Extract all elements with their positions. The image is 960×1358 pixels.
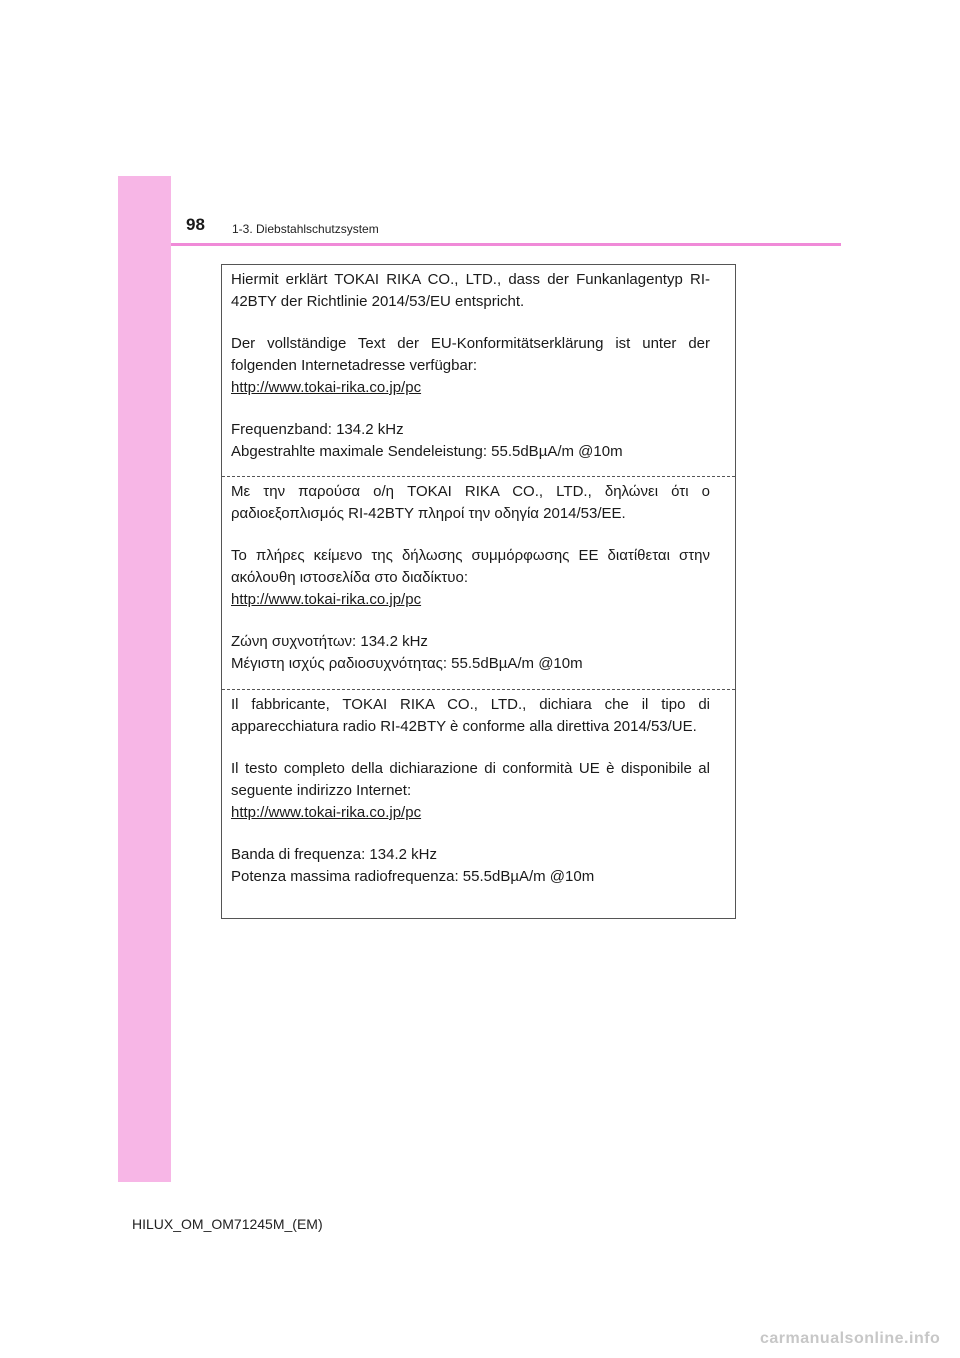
german-declaration: Hiermit erklärt TOKAI RIKA CO., LTD., dass der Funkanlagentyp RI-42BTY der Richtlinie 2014/53/EU entspricht. — [231, 271, 710, 310]
page-margin-bar — [118, 176, 171, 1182]
german-frequency-band: Frequenzband: 134.2 kHz — [231, 421, 404, 438]
italian-max-power: Potenza massima radiofrequenza: 55.5dBµA/m @10m — [231, 868, 595, 885]
greek-url-link[interactable]: http://www.tokai-rika.co.jp/pc — [231, 591, 422, 608]
german-notice — [222, 265, 735, 476]
header-rule — [171, 243, 841, 246]
page-number: 98 — [186, 215, 205, 234]
italian-declaration: Il fabbricante, TOKAI RIKA CO., LTD., dichiara che il tipo di apparecchiatura radio RI-42BTY è conforme alla direttiva 2014/53/UE. — [231, 696, 710, 735]
greek-max-power: Μέγιστη ισχύς ραδιοσυχνότητας: 55.5dBµA/m @10m — [231, 655, 583, 672]
italian-notice — [222, 689, 735, 920]
document-code: HILUX_OM_OM71245M_(EM) — [132, 1216, 323, 1232]
german-max-power: Abgestrahlte maximale Sendeleistung: 55.5dBµA/m @10m — [231, 443, 623, 460]
german-url-link[interactable]: http://www.tokai-rika.co.jp/pc — [231, 379, 422, 396]
italian-full-text-info: Il testo completo della dichiarazione di conformità UE è disponibile al seguente indirizzo Internet: — [231, 760, 710, 799]
italian-frequency-band: Banda di frequenza: 134.2 kHz — [231, 846, 437, 863]
watermark: carmanualsonline.info — [760, 1330, 941, 1347]
greek-declaration: Με την παρούσα ο/η TOKAI RIKA CO., LTD., δηλώνει ότι ο ραδιοεξοπλισμός RI-42BTY πληροί την οδηγία 2014/53/ΕΕ. — [231, 483, 710, 522]
greek-frequency-band: Ζώνη συχνοτήτων: 134.2 kHz — [231, 633, 428, 650]
conformity-notice-box — [221, 264, 736, 919]
german-full-text-info: Der vollständige Text der EU-Konformitätserklärung ist unter der folgenden Internetadresse verfügbar: — [231, 335, 710, 374]
section-title: 1-3. Diebstahlschutzsystem — [232, 222, 379, 236]
greek-notice — [222, 476, 735, 689]
greek-full-text-info: Το πλήρες κείμενο της δήλωσης συμμόρφωσης ΕΕ διατίθεται στην ακόλουθη ιστοσελίδα στο διαδίκτυο: — [231, 547, 710, 586]
italian-url-link[interactable]: http://www.tokai-rika.co.jp/pc — [231, 804, 422, 821]
